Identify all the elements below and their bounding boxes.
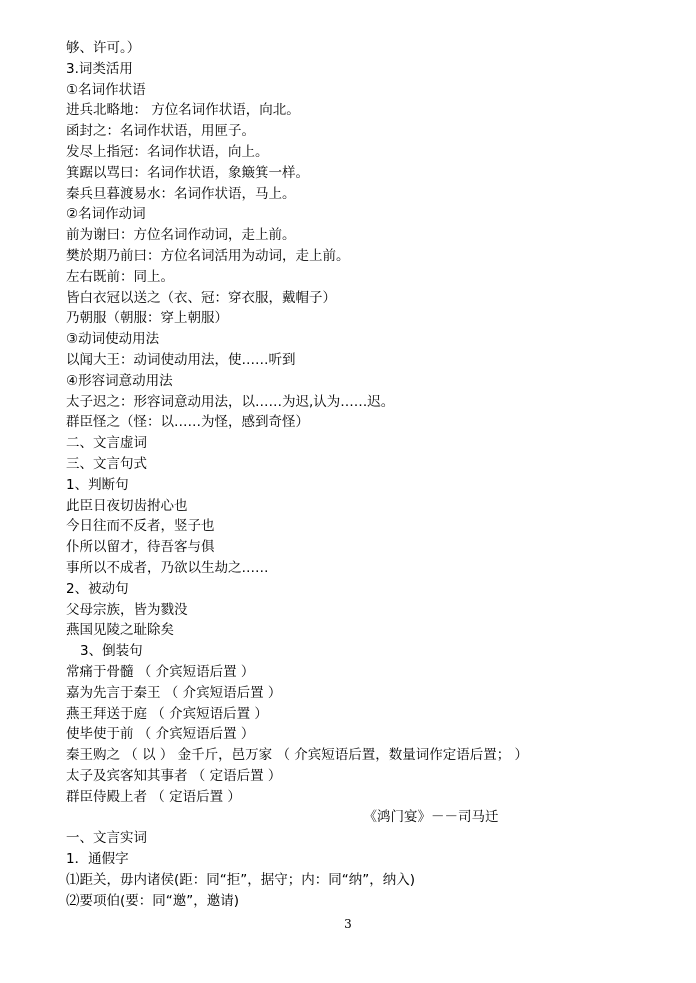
text-line: 事所以不成者，乃欲以生劫之…… <box>66 559 269 576</box>
text-line: 左右既前：同上。 <box>66 268 174 285</box>
subsection-heading: 3、倒装句 <box>80 643 143 660</box>
text-line: 群臣怪之（怪：以……为怪，感到奇怪） <box>66 414 309 431</box>
subsection-heading: ②名词作动词 <box>66 206 146 223</box>
text-line: 群臣侍殿上者 （ 定语后置 ） <box>66 788 241 805</box>
text-line: 燕王拜送于庭 （ 介宾短语后置 ） <box>66 705 268 722</box>
text-line: 此臣日夜切齿拊心也 <box>66 497 188 514</box>
text-line: 今日往而不反者，竖子也 <box>66 518 215 535</box>
section-heading: 3.词类活用 <box>66 60 133 77</box>
page-number: 3 <box>344 917 352 931</box>
text-line: 燕国见陵之耻除矣 <box>66 622 174 639</box>
text-line: ⑵要项伯(要：同“邀”，邀请) <box>66 892 240 909</box>
subsection-heading: ①名词作状语 <box>66 81 146 98</box>
text-line: 乃朝服（朝服：穿上朝服） <box>66 310 228 327</box>
text-line: 樊於期乃前曰：方位名词活用为动词，走上前。 <box>66 247 350 264</box>
subsection-heading: 2、被动句 <box>66 580 129 597</box>
text-line: 皆白衣冠以送之（衣、冠：穿衣服，戴帽子） <box>66 289 336 306</box>
text-line: 秦兵旦暮渡易水：名词作状语，马上。 <box>66 185 296 202</box>
text-line: 以闻大王：动词使动用法，使……听到 <box>66 351 296 368</box>
text-line: 常痛于骨髓 （ 介宾短语后置 ） <box>66 663 255 680</box>
text-line: 太子迟之：形容词意动用法，以……为迟,认为……迟。 <box>66 393 395 410</box>
text-line: 发尽上指冠：名词作状语，向上。 <box>66 143 269 160</box>
document-body <box>66 38 666 911</box>
text-line: 父母宗族，皆为戮没 <box>66 601 188 618</box>
text-line: 仆所以留才，待吾客与俱 <box>66 539 215 556</box>
section-heading: 一、文言实词 <box>66 830 147 847</box>
subsection-heading: ③动词使动用法 <box>66 331 160 348</box>
text-line: 使毕使于前 （ 介宾短语后置 ） <box>66 726 255 743</box>
text-line: ⑴距关，毋内诸侯(距：同“拒”，据守；内：同“纳”，纳入) <box>66 871 416 888</box>
text-line: 太子及宾客知其事者 （ 定语后置 ） <box>66 767 282 784</box>
text-line: 函封之：名词作状语，用匣子。 <box>66 123 255 140</box>
section-heading: 二、文言虚词 <box>66 435 147 452</box>
text-line: 嘉为先言于秦王 （ 介宾短语后置 ） <box>66 684 282 701</box>
article-title: 《鸿门宴》－－司马迁 <box>363 809 499 826</box>
subsection-heading: ④形容词意动用法 <box>66 372 173 389</box>
text-line: 秦王购之 （ 以 ） 金千斤，邑万家 （ 介宾短语后置，数量词作定语后置； ） <box>66 747 529 764</box>
text-line: 前为谢曰：方位名词作动词，走上前。 <box>66 227 296 244</box>
section-heading: 三、文言句式 <box>66 455 147 472</box>
text-line: 进兵北略地： 方位名词作状语，向北。 <box>66 102 300 119</box>
text-line: 箕踞以骂曰：名词作状语，象簸箕一样。 <box>66 164 309 181</box>
subsection-heading: 1．通假字 <box>66 851 129 868</box>
subsection-heading: 1、判断句 <box>66 476 129 493</box>
text-line: 够、许可。） <box>66 40 141 56</box>
